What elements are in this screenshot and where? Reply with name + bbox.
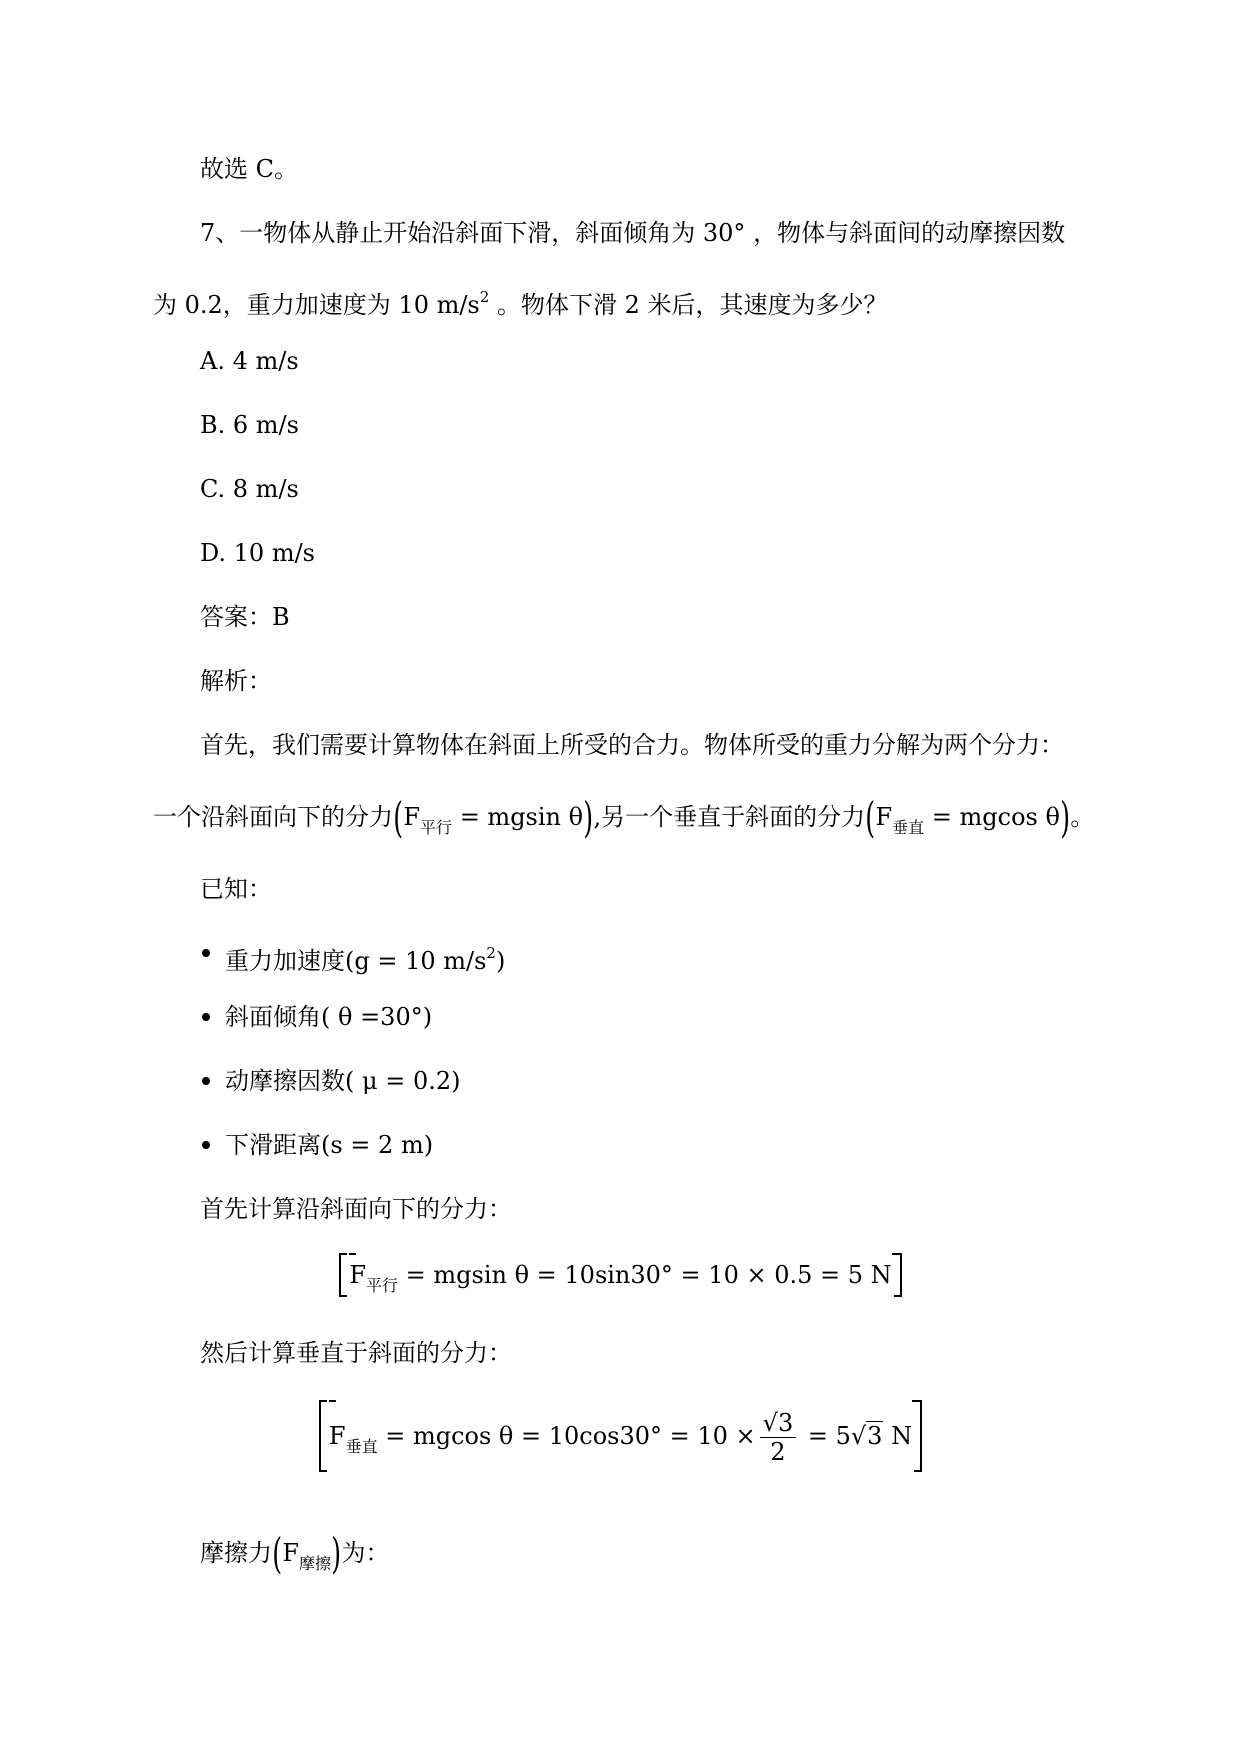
known-item: 下滑距离(s = 2 m): [225, 1129, 433, 1161]
option-c: C. 8 m/s: [200, 475, 299, 503]
analysis-line-1: 首先，我们需要计算物体在斜面上所受的合力。物体所受的重力分解为两个分力：: [200, 731, 1064, 759]
friction-line: 摩擦力$(F_{摩擦})$为：: [200, 1529, 390, 1578]
equation-perpendicular: [0, 1400, 1241, 1472]
bracket: $F_{平行} = mgsin$ θ = 10sin30° = 10 × 0.5 = 5 N: [339, 1253, 901, 1297]
option-b: B. 6 m/s: [200, 411, 299, 439]
known-item: 动摩擦因数( μ = 0.2): [225, 1065, 461, 1097]
known-item: 重力加速度(g = 10 $m/s^2$): [225, 937, 505, 977]
fraction: $\frac{√3}{2}$: [760, 1409, 797, 1466]
bullet-icon: [202, 949, 210, 957]
analysis-line-2: 一个沿斜面向下的分力($F_{平行} = mgsin$ θ),另一个垂直于斜面的分力($F_{垂直} = mgcos$ θ)。: [153, 793, 1095, 842]
question-line-2: 为 0.2，重力加速度为 10 $m/s^2$ 。物体下滑 2 米后，其速度为多少？: [153, 288, 888, 319]
answer-text: 答案：B: [200, 603, 290, 631]
option-a: A. 4 m/s: [200, 347, 299, 375]
equation-parallel: [0, 1253, 1241, 1297]
bullet-icon: [202, 1141, 210, 1149]
superscript: 2: [479, 288, 490, 306]
option-d: D. 10 m/s: [200, 539, 315, 567]
calc-perp-label: 然后计算垂直于斜面的分力：: [200, 1339, 512, 1367]
known-label: 已知：: [200, 875, 272, 903]
bullet-icon: [202, 1077, 210, 1085]
square-root: √3: [850, 1422, 883, 1450]
analysis-label: 解析：: [200, 667, 272, 695]
conclusion-text: 故选 C。: [200, 155, 298, 183]
bullet-icon: [202, 1013, 210, 1021]
bracket: $F_{垂直} = mgcos$ θ = 10cos30° = 10 × $\frac{√3}{2}$ = 5√3 N: [319, 1400, 922, 1472]
known-item: 斜面倾角( θ =30°): [225, 1001, 432, 1033]
calc-parallel-label: 首先计算沿斜面向下的分力：: [200, 1195, 512, 1223]
question-line-1: 7、一物体从静止开始沿斜面下滑，斜面倾角为 30° ，物体与斜面间的动摩擦因数: [200, 219, 1066, 247]
